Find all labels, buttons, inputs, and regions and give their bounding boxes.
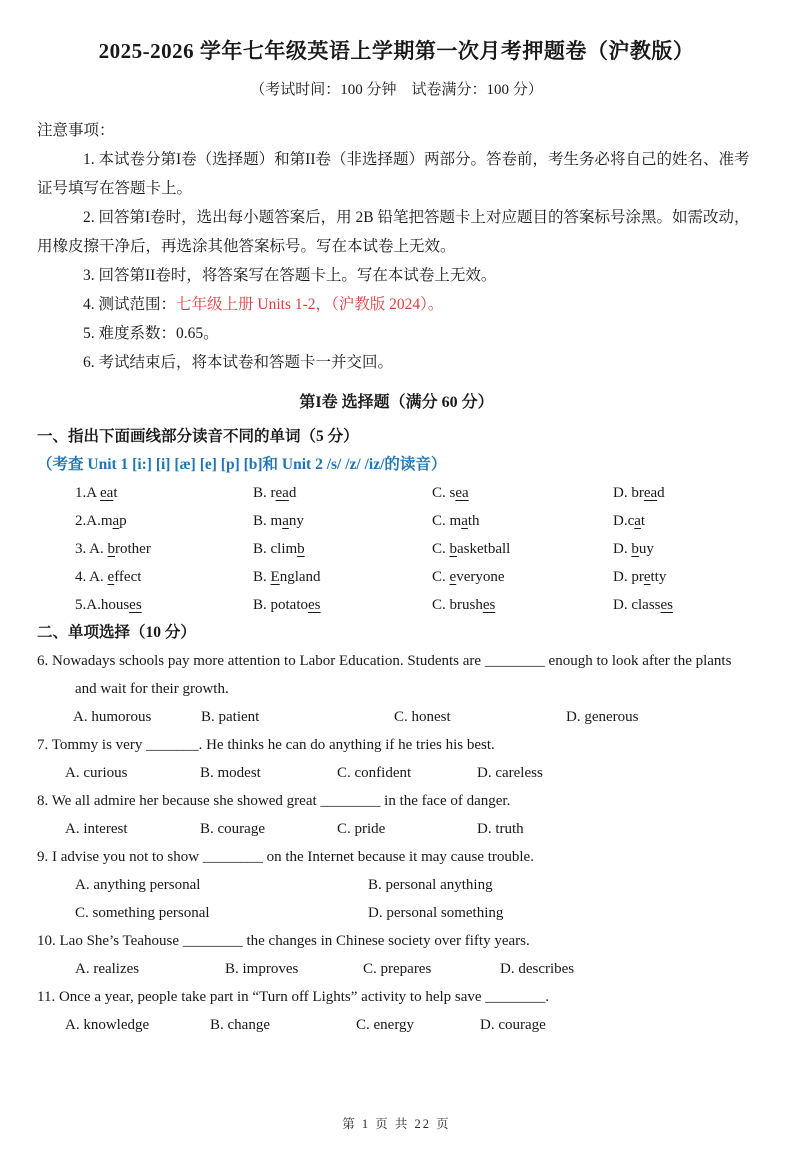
option-11c: C. energy	[356, 1017, 415, 1033]
option-8d: D. truth	[477, 821, 524, 837]
option-7d: D. careless	[477, 765, 543, 781]
question-7-options	[37, 759, 756, 787]
notice-heading: 注意事项：	[37, 122, 115, 139]
option-2a: 2.A.map	[75, 513, 127, 529]
option-6d: D. generous	[566, 709, 639, 725]
option-3a: 3. A. brother	[75, 541, 151, 557]
exam-time-score-line: （考试时间：100 分钟 试卷满分：100 分）	[250, 82, 543, 98]
question-11-stem: 11. Once a year, people take part in “Turn off Lights” activity to help save ________.	[37, 989, 550, 1005]
option-11d: D. courage	[480, 1017, 546, 1033]
option-2c: C. math	[432, 513, 480, 529]
question-6-options	[37, 703, 756, 731]
question-6-stem: 6. Nowadays schools pay more attention to Labor Education. Students are ________ enough to look after the plants and wait for their growth.	[37, 653, 732, 697]
section1-title	[37, 423, 756, 479]
notice-item-3: 3. 回答第II卷时，将答案写在答题卡上。写在本试卷上无效。	[83, 267, 497, 284]
option-3c: C. basketball	[432, 541, 511, 557]
question-9-options-row-1	[37, 871, 756, 899]
option-7b: B. modest	[200, 765, 261, 781]
option-1c: C. sea	[432, 485, 469, 501]
notice-item-6: 6. 考试结束后，将本试卷和答题卡一并交回。	[83, 354, 394, 371]
option-3b: B. climb	[253, 541, 305, 557]
option-4c: C. everyone	[432, 569, 505, 585]
option-11a: A. knowledge	[65, 1017, 150, 1033]
option-9c: C. something personal	[75, 905, 210, 921]
question-8-options	[37, 815, 756, 843]
notice-section	[37, 116, 756, 377]
option-2b: B. many	[253, 513, 304, 529]
notice-item-4-scope: 七年级上册 Units 1-2，（沪教版 2024）。	[176, 296, 444, 313]
option-9b: B. personal anything	[368, 877, 493, 893]
option-4d: D. pretty	[613, 569, 667, 585]
option-5d: D. classes	[613, 597, 673, 613]
option-5c: C. brushes	[432, 597, 496, 613]
question-11-options	[37, 1011, 756, 1039]
page-number-footer: 第 1 页 共 22 页	[342, 1117, 451, 1131]
option-10c: C. prepares	[363, 961, 432, 977]
option-10a: A. realizes	[75, 961, 140, 977]
option-8c: C. pride	[337, 821, 386, 837]
option-6c: C. honest	[394, 709, 451, 725]
section1-title-text: 一、指出下面画线部分读音不同的单词（5 分）	[37, 428, 359, 445]
option-7c: C. confident	[337, 765, 412, 781]
page-title: 2025-2026 学年七年级英语上学期第一次月考押题卷（沪教版）	[98, 39, 695, 63]
option-8b: B. courage	[200, 821, 265, 837]
question-9-stem: 9. I advise you not to show ________ on the Internet because it may cause trouble.	[37, 849, 534, 865]
option-1b: B. read	[253, 485, 297, 501]
notice-item-4	[37, 290, 756, 319]
option-4b: B. England	[253, 569, 321, 585]
notice-item-4-label: 4. 测试范围：	[83, 296, 177, 313]
section2-title: 二、单项选择（10 分）	[37, 624, 196, 641]
notice-item-5: 5. 难度系数：0.65。	[83, 325, 219, 342]
option-10b: B. improves	[225, 961, 299, 977]
exam-paper-page	[0, 36, 793, 1039]
question-10-stem: 10. Lao She’s Teahouse ________ the changes in Chinese society over fifty years.	[37, 933, 530, 949]
option-11b: B. change	[210, 1017, 270, 1033]
phonics-row-5	[37, 591, 756, 619]
notice-item-2: 2. 回答第I卷时，选出每小题答案后，用 2B 铅笔把答题卡上对应题目的答案标号涂黑。如需改动，用橡皮擦干净后，再选涂其他答案标号。写在本试卷上无效。	[37, 209, 750, 255]
option-6a: A. humorous	[73, 709, 152, 725]
option-5a: 5.A.houses	[75, 597, 142, 613]
question-9-options-row-2	[37, 899, 756, 927]
question-7-stem: 7. Tommy is very _______. He thinks he can do anything if he tries his best.	[37, 737, 495, 753]
option-8a: A. interest	[65, 821, 128, 837]
questions-area	[37, 423, 756, 1039]
option-4a: 4. A. effect	[75, 569, 142, 585]
phonics-row-3	[37, 535, 756, 563]
option-1a: 1.A eat	[75, 485, 118, 501]
option-10d: D. describes	[500, 961, 575, 977]
option-9d: D. personal something	[368, 905, 504, 921]
section1-title-note: （考查 Unit 1 [i:] [i] [æ] [e] [p] [b]和 Unit 2 /s/ /z/ /iz/的读音）	[37, 456, 447, 473]
phonics-row-4	[37, 563, 756, 591]
option-5b: B. potatoes	[253, 597, 321, 613]
option-7a: A. curious	[65, 765, 128, 781]
notice-item-1: 1. 本试卷分第I卷（选择题）和第II卷（非选择题）两部分。答卷前，考生务必将自己的姓名、准考证号填写在答题卡上。	[37, 151, 750, 197]
option-9a: A. anything personal	[75, 877, 201, 893]
option-6b: B. patient	[201, 709, 260, 725]
question-8-stem: 8. We all admire her because she showed great ________ in the face of danger.	[37, 793, 511, 809]
phonics-row-1	[37, 479, 756, 507]
option-2d: D.cat	[613, 513, 646, 529]
option-1d: D. bread	[613, 485, 665, 501]
option-3d: D. buy	[613, 541, 654, 557]
phonics-row-2	[37, 507, 756, 535]
question-10-options	[37, 955, 756, 983]
paper1-heading: 第I卷 选择题（满分 60 分）	[299, 394, 494, 411]
